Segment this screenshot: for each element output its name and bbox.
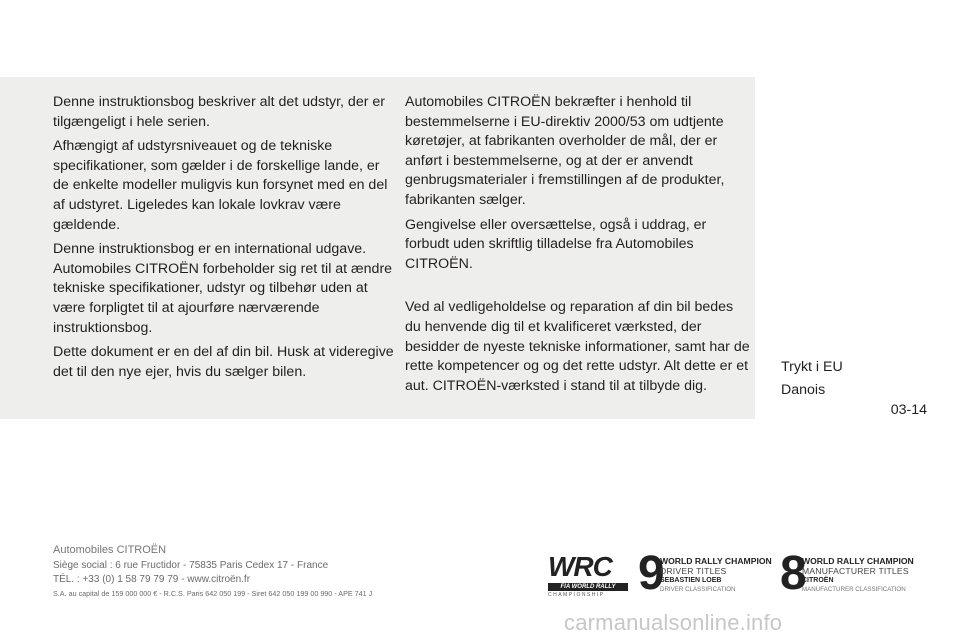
driver-name: SEBASTIEN LOEB bbox=[660, 577, 722, 584]
paragraph: Dette dokument er en del af din bil. Husk at videregive det til den nye ejer, hvis du sælger bilen. bbox=[53, 344, 394, 380]
wrc-bar: FIA WORLD RALLY bbox=[548, 583, 628, 591]
championship-logos bbox=[548, 547, 938, 600]
manufacturer-titles-number: 8 bbox=[780, 547, 807, 600]
paragraph: Automobiles CITROËN bekræfter i henhold til bestemmelserne i EU-direktiv 2000/53 om udtjente køretøjer, at fabrikanten overholder de mål, der er anført i bestemmelserne, og at der er anvendt genbrugsmaterialer i fremstillingen af de produkter, fabrikanten sælger. bbox=[405, 94, 725, 208]
driver-titles-sub: DRIVER TITLES bbox=[660, 566, 727, 576]
driver-classification: DRIVER CLASSIFICATION bbox=[660, 586, 736, 593]
wrc-logo bbox=[548, 553, 632, 598]
company-name: Automobiles CITROËN bbox=[53, 544, 167, 556]
right-text-column bbox=[405, 93, 750, 401]
paragraph: Gengivelse eller oversættelse, også i uddrag, er forbudt uden skriftlig tilladelse fra Automobiles CITROËN. bbox=[405, 216, 707, 272]
wrc-sub: CHAMPIONSHIP bbox=[548, 592, 605, 598]
left-text-column bbox=[53, 93, 398, 387]
driver-titles-logo bbox=[638, 547, 786, 600]
watermark: carmanualsonline.info bbox=[564, 610, 783, 635]
paragraph: Ved al vedligeholdelse og reparation af din bil bedes du henvende dig til et kvalificeret værksted, der besidder de nyeste tekniske informationer, samt har de rette kompetencer og og det rette udstyr. Alt dette er et aut. CITROËN-værksted i stand til at tilbyde dig. bbox=[405, 299, 750, 394]
driver-titles-head: WORLD RALLY CHAMPION bbox=[660, 556, 772, 566]
phone: TÉL. : +33 (0) 1 58 79 79 79 - www.citroën.fr bbox=[53, 574, 251, 585]
paragraph: Denne instruktionsbog er en international udgave. Automobiles CITROËN forbeholder sig ret til at ændre tekniske specifikationer, udstyr og tilbehør uden at være forpligtet til at ajourføre nærværende instruktionsbog. bbox=[53, 241, 393, 336]
manufacturer-name: CITROËN bbox=[802, 577, 834, 584]
manufacturer-titles-head: WORLD RALLY CHAMPION bbox=[802, 556, 914, 566]
print-info bbox=[781, 356, 843, 402]
wrc-letters: WRC bbox=[548, 551, 612, 582]
manufacturer-titles-logo bbox=[780, 547, 940, 600]
legal-info: S.A. au capital de 159 000 000 € - R.C.S. Paris 642 050 199 - Siret 642 050 199 00 990 - APE 741 J bbox=[53, 589, 373, 598]
driver-titles-number: 9 bbox=[638, 547, 665, 600]
manufacturer-classification: MANUFACTURER CLASSIFICATION bbox=[802, 586, 906, 593]
printed-in: Trykt i EU bbox=[781, 359, 843, 375]
paragraph: Denne instruktionsbog beskriver alt det udstyr, der er tilgængeligt i hele serien. bbox=[53, 94, 385, 130]
address: Siège social : 6 rue Fructidor - 75835 Paris Cedex 17 - France bbox=[53, 560, 329, 571]
footer-address bbox=[53, 544, 372, 599]
page-code: 03-14 bbox=[890, 402, 927, 418]
paragraph: Afhængigt af udstyrsniveauet og de tekniske specifikationer, som gælder i de forskellige lande, er de enkelte modeller muligvis kun forsynet med en del af udstyret. Ligeledes kan lokale lovkrav være gældende. bbox=[53, 138, 388, 233]
language: Danois bbox=[781, 382, 826, 398]
manufacturer-titles-sub: MANUFACTURER TITLES bbox=[802, 566, 909, 576]
